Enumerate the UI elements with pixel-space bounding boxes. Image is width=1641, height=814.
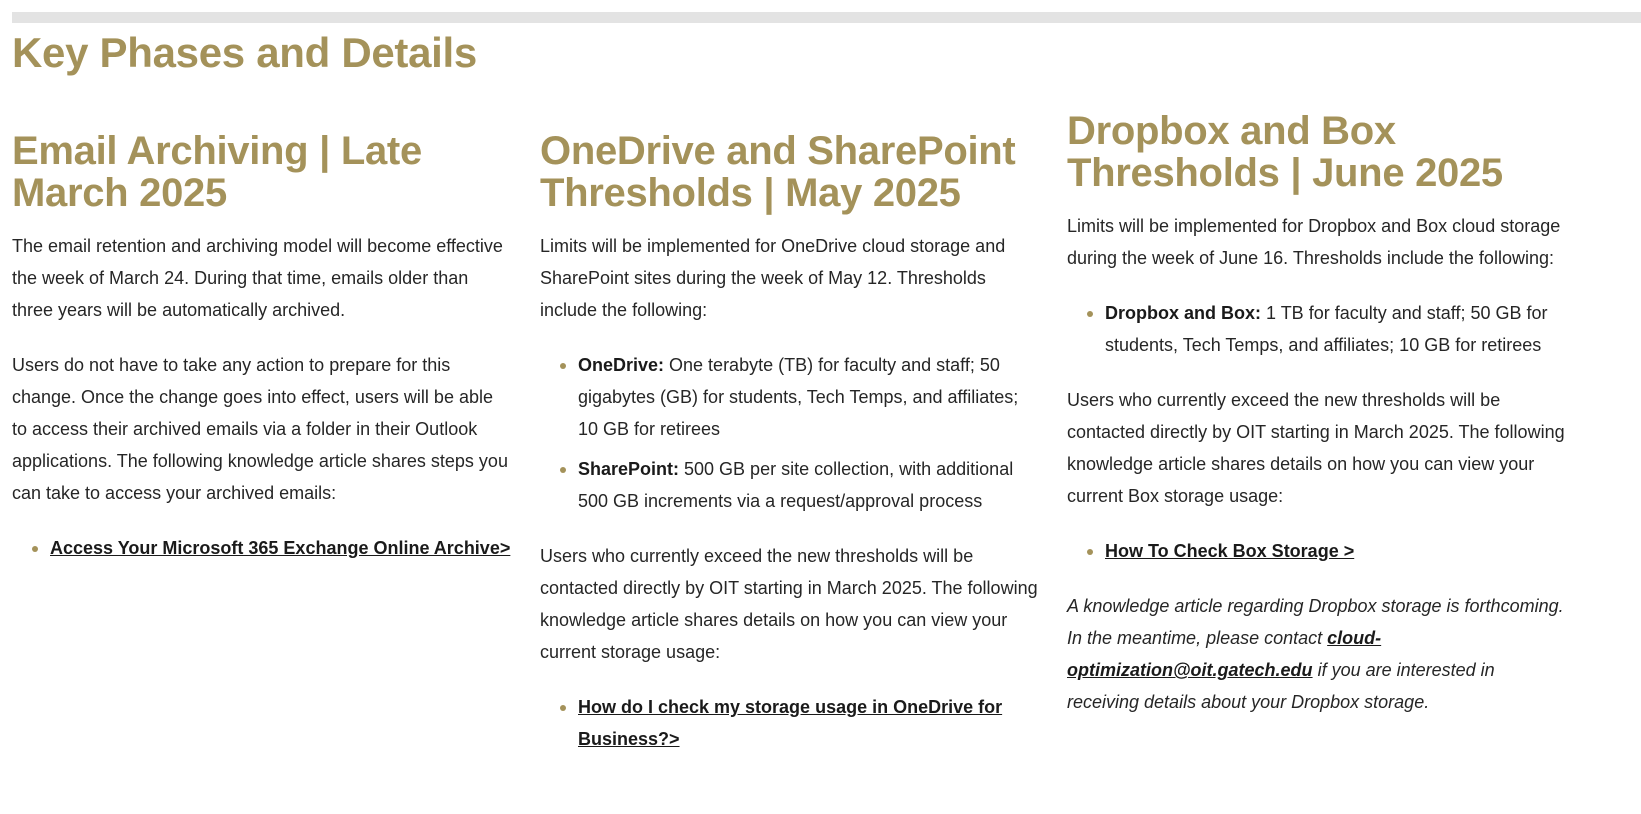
threshold-text: 1 TB for faculty and staff; 50 GB for students, Tech Temps, and affiliates; 10 GB for retirees <box>1105 303 1548 355</box>
onedrive-sharepoint-heading: OneDrive and SharePoint Thresholds | May 2025 <box>540 129 1016 215</box>
list-item <box>1105 297 1567 361</box>
list-item <box>1105 535 1567 567</box>
list-item <box>50 532 512 564</box>
bullet-icon <box>1087 549 1093 555</box>
bullet-icon <box>560 363 566 369</box>
list-item <box>578 453 1040 517</box>
bullet-icon <box>1087 311 1093 317</box>
bullet-icon <box>32 546 38 552</box>
onedrive-sharepoint-section <box>540 130 1040 755</box>
email-archiving-heading: Email Archiving | Late March 2025 <box>12 129 422 215</box>
dropbox-paragraph-2: Users who currently exceed the new thresholds will be contacted directly by OIT starting in March 2025. The following knowledge article shares details on how you can view your current Box storage usage: <box>1067 390 1565 506</box>
onedrive-link-list <box>540 691 1040 755</box>
dropbox-box-section <box>1067 110 1567 718</box>
bullet-icon <box>560 705 566 711</box>
threshold-label: Dropbox and Box: <box>1105 303 1261 323</box>
threshold-text: 500 GB per site collection, with additional 500 GB increments via a request/approval process <box>578 459 1014 511</box>
dropbox-intro-paragraph: Limits will be implemented for Dropbox and Box cloud storage during the week of June 16. Thresholds include the following: <box>1067 216 1561 268</box>
onedrive-intro-paragraph: Limits will be implemented for OneDrive cloud storage and SharePoint sites during the week of May 12. Thresholds include the following: <box>540 236 1006 320</box>
top-divider <box>12 12 1641 23</box>
threshold-label: OneDrive: <box>578 355 665 375</box>
threshold-text: One terabyte (TB) for faculty and staff; 50 gigabytes (GB) for students, Tech Temps, and affiliates; 10 GB for retirees <box>578 355 1019 439</box>
dropbox-threshold-list <box>1067 297 1567 361</box>
email-archiving-link-list <box>12 532 512 564</box>
email-archiving-paragraph-1: The email retention and archiving model will become effective the week of March 24. During that time, emails older than three years will be automatically archived. <box>12 236 503 320</box>
email-archiving-section <box>12 130 512 564</box>
list-item <box>578 349 1040 445</box>
exchange-archive-link[interactable]: Access Your Microsoft 365 Exchange Online Archive> <box>50 538 511 558</box>
onedrive-threshold-list <box>540 349 1040 517</box>
cloud-optimization-email-link[interactable]: cloud-optimization@oit.gatech.edu <box>1067 628 1382 680</box>
onedrive-storage-link[interactable]: How do I check my storage usage in OneDrive for Business?> <box>578 697 1003 749</box>
dropbox-note-text: A knowledge article regarding Dropbox storage is forthcoming. In the meantime, please contact <box>1067 596 1564 648</box>
dropbox-link-list <box>1067 535 1567 567</box>
dropbox-box-heading: Dropbox and Box Thresholds | June 2025 <box>1067 109 1503 195</box>
dropbox-note <box>1067 590 1567 718</box>
threshold-label: SharePoint: <box>578 459 680 479</box>
onedrive-paragraph-2: Users who currently exceed the new thresholds will be contacted directly by OIT starting in March 2025. The following knowledge article shares details on how you can view your current storage usage: <box>540 546 1038 662</box>
dropbox-note-text-end: if you are interested in receiving details about your Dropbox storage. <box>1067 660 1495 712</box>
box-storage-link[interactable]: How To Check Box Storage > <box>1105 541 1355 561</box>
list-item <box>578 691 1040 755</box>
bullet-icon <box>560 467 566 473</box>
page-title: Key Phases and Details <box>12 29 477 76</box>
email-archiving-paragraph-2: Users do not have to take any action to prepare for this change. Once the change goes into effect, users will be able to access their archived emails via a folder in their Outlook applications. The following knowledge article shares steps you can take to access your archived emails: <box>12 355 508 503</box>
